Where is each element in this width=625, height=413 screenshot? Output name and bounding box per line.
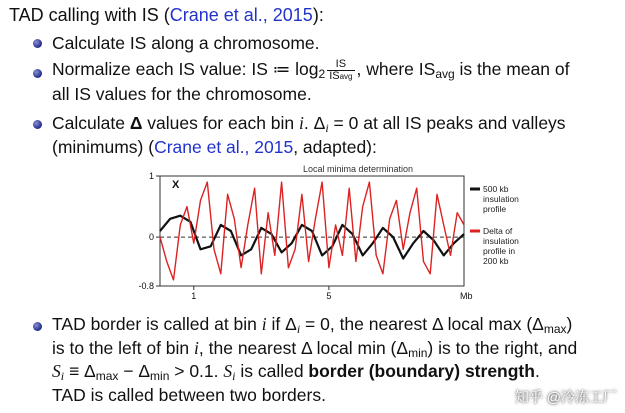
- bullet-3-line-2: (minimums) (Crane et al., 2015, adapted):: [52, 137, 377, 157]
- y-tick-label: -0.8: [138, 281, 154, 291]
- bullet-4-line-2: is to the left of bin i, the nearest Δ local $\min (\Delta_{min})$ is to the right, and: [52, 338, 578, 360]
- bullet-2-line-1: Normalize each IS value: IS ≔ $\log_2$ $\frac{IS}{\text{ISavg}}$ , where $IS_{avg}$ is the mean of: [52, 58, 570, 82]
- chart-title: Local minima determination: [303, 164, 414, 174]
- insulation-chart: [128, 160, 528, 305]
- x-axis-label: Mb: [460, 291, 473, 301]
- bullet-3-line-1: Calculate Δ values for each bin i. $\Delta_i = 0$ at all IS peaks and valleys: [52, 113, 566, 135]
- bullet-icon: [33, 69, 42, 78]
- bullet-4-line-3: $S_i \equiv \Delta_{max} - \Delta_{min} > 0.1$. $S_i$ is called border (boundary) strength.: [52, 361, 540, 383]
- bullet-icon: [33, 322, 42, 331]
- y-tick-label: 0: [148, 232, 154, 243]
- bullet-1-text: Calculate IS along a chromosome.: [52, 33, 320, 53]
- x-tick-label: 1: [191, 291, 197, 301]
- legend-entry: Delta of insulation profile in 200 kb: [483, 226, 519, 266]
- x-tick-label: 5: [326, 291, 332, 301]
- slide-title: TAD calling with IS (Crane et al., 2015):: [9, 5, 324, 25]
- bullet-4-line-1: TAD border is called at bin i if $\Delta_i = 0$, the nearest Δ local $\max (\Delta_{max})$: [52, 314, 573, 336]
- bullet-icon: [33, 120, 42, 129]
- bullet-2-line-2: all IS values for the chromosome.: [52, 84, 312, 104]
- panel-label: X: [172, 179, 180, 191]
- watermark: 知乎 @冷冻工厂: [514, 389, 617, 405]
- legend-entry: 500 kb insulation profile: [483, 184, 519, 214]
- citation-link[interactable]: Crane et al., 2015: [154, 137, 294, 157]
- bullet-4-line-4: TAD is called between two borders.: [52, 385, 326, 405]
- citation-link[interactable]: Crane et al., 2015: [169, 5, 313, 25]
- fraction: $\frac{IS}{\text{ISavg}}$: [329, 58, 353, 82]
- y-tick-label: 1: [148, 171, 154, 181]
- bullet-icon: [33, 39, 42, 48]
